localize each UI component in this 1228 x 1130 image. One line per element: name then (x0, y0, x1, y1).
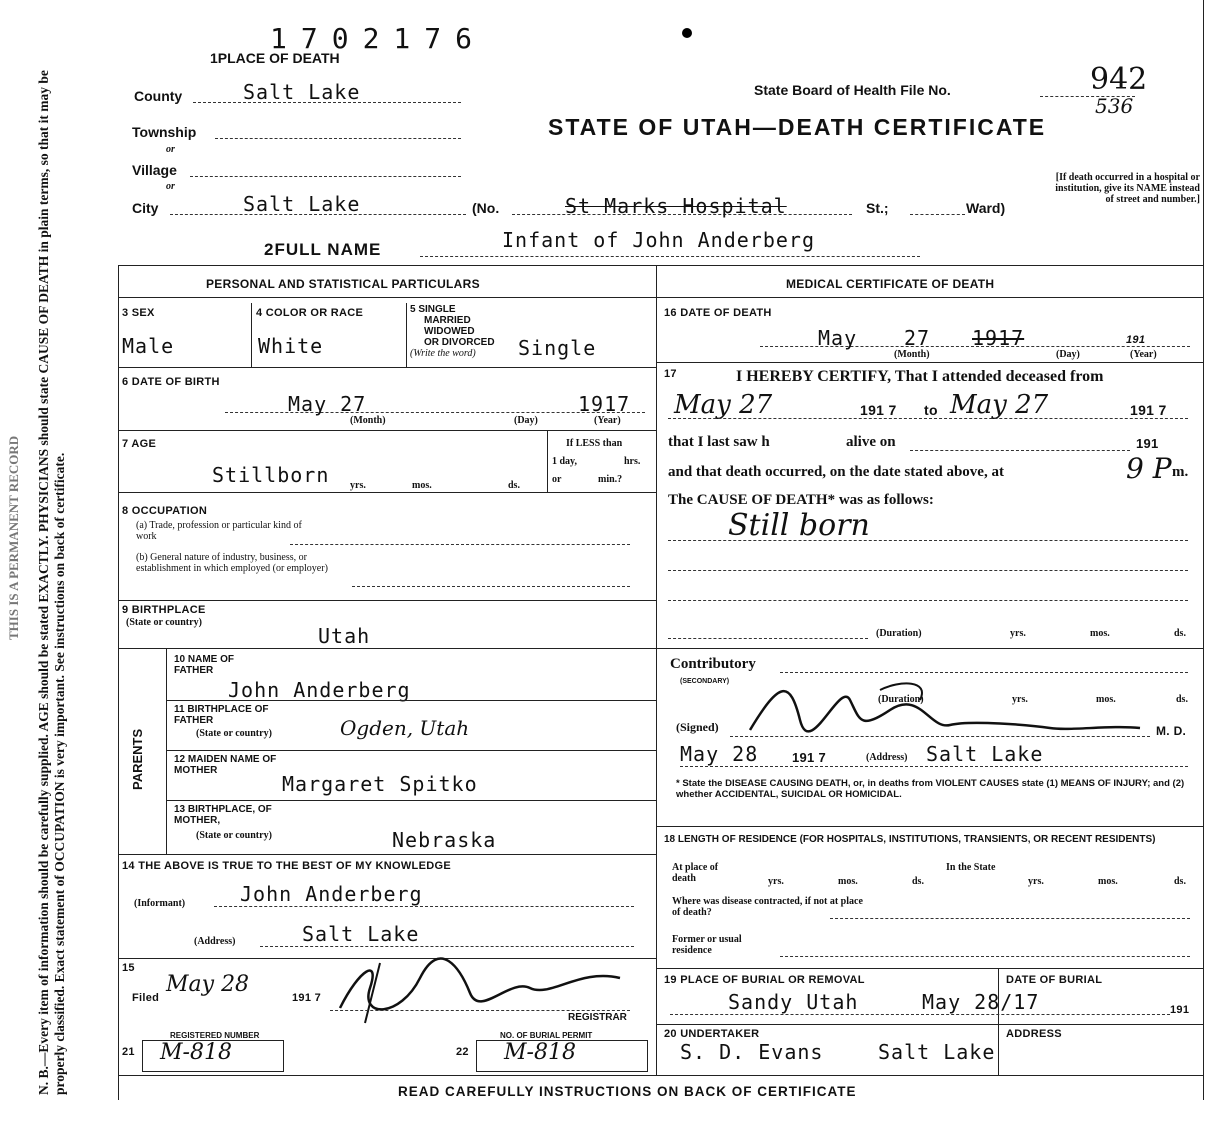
knowledge-label: 14 THE ABOVE IS TRUE TO THE BEST OF MY KNOWLEDGE (122, 860, 451, 872)
column-divider (656, 265, 657, 1075)
street-value: St Marks Hospital (565, 194, 787, 218)
form-right-border (1203, 0, 1204, 1100)
dob-label: 6 DATE OF BIRTH (122, 376, 220, 388)
cause-label: The CAUSE OF DEATH* was as follows: (668, 492, 934, 508)
residence-label: 18 LENGTH OF RESIDENCE (FOR HOSPITALS, INSTITUTIONS, TRANSIENTS, OR RECENT RESIDENTS) (664, 834, 1156, 845)
undertaker-address: Salt Lake (878, 1040, 996, 1064)
county-value: Salt Lake (243, 80, 361, 104)
physician-signature (730, 670, 1160, 740)
permanent-record-stamp: THIS IS A PERMANENT RECORD (6, 435, 21, 640)
physician-address: Salt Lake (926, 742, 1044, 766)
footnote: * State the DISEASE CAUSING DEATH, or, in deaths from VIOLENT CAUSES state (1) MEANS OF INJURY; and (2) whether ACCIDENTAL, SUICIDAL OR HOMICIDAL. (676, 778, 1185, 800)
age-value: Stillborn (212, 463, 330, 487)
full-name-label: 2FULL NAME (264, 240, 382, 259)
dod-year: 1917 (972, 326, 1025, 350)
age-label: 7 AGE (122, 438, 157, 450)
death-occurred-text: and that death occurred, on the date stated above, at (668, 464, 1004, 480)
township-label: Township (132, 124, 197, 140)
dod-label: 16 DATE OF DEATH (664, 307, 772, 319)
birthplace-label: 9 BIRTHPLACE (122, 604, 206, 616)
burial-date: May 28/17 (922, 990, 1040, 1014)
certificate-title: STATE OF UTAH—DEATH CERTIFICATE (548, 114, 1047, 140)
dob-year: 1917 (578, 392, 631, 416)
full-name-value: Infant of John Anderberg (502, 228, 815, 252)
cause-of-death: Still born (728, 508, 870, 543)
hospital-note: [If death occurred in a hospital or institution, give its NAME instead of street and number.] (1055, 172, 1200, 205)
attended-from: May 27 (674, 390, 773, 420)
city-value: Salt Lake (243, 192, 361, 216)
undertaker-address-label: ADDRESS (1006, 1028, 1062, 1040)
marital-labels: 5 SINGLE MARRIED WIDOWED OR DIVORCED (Write the word) (410, 304, 495, 359)
medical-section-title: MEDICAL CERTIFICATE OF DEATH (786, 277, 995, 291)
sex-label: 3 SEX (122, 307, 155, 319)
form-bottom-rule (118, 1075, 1203, 1076)
occupation-b: (b) General nature of industry, business, or establishment in which employed (or employer) (136, 552, 328, 574)
burial-label: 19 PLACE OF BURIAL OR REMOVAL (664, 974, 865, 986)
filed-label: Filed (132, 992, 160, 1004)
birthplace-value: Utah (318, 624, 371, 648)
mother-label: 12 MAIDEN NAME OF MOTHER (174, 754, 277, 776)
burial-permit-number: M-818 (504, 1040, 576, 1065)
mother-birthplace-value: Nebraska (392, 828, 497, 852)
marital-value: Single (518, 336, 597, 360)
father-value: John Anderberg (228, 678, 411, 702)
certify-text: I HEREBY CERTIFY, That I attended deceased from (736, 368, 1104, 385)
father-label: 10 NAME OF FATHER (174, 654, 235, 676)
occupation-a: (a) Trade, profession or particular kind of work (136, 520, 302, 542)
dob-month-day: May 27 (288, 392, 367, 416)
informant-value: John Anderberg (240, 882, 423, 906)
burial-date-label: DATE OF BURIAL (1006, 974, 1103, 986)
burial-place: Sandy Utah (728, 990, 859, 1014)
stamp-number: 1702176 (270, 22, 487, 55)
personal-section-title: PERSONAL AND STATISTICAL PARTICULARS (206, 277, 480, 291)
file-number-2: 536 (1095, 94, 1134, 118)
place-of-death-label: 1PLACE OF DEATH (210, 50, 340, 66)
attended-to: May 27 (950, 390, 1049, 420)
color-value: White (258, 334, 324, 358)
undertaker-label: 20 UNDERTAKER (664, 1028, 760, 1040)
time-of-death: 9 P (1126, 452, 1172, 485)
margin-instructions: N. B.—Every item of information should be carefully supplied. AGE should be stated EXACTLY. PHYSICIANS should state CAUSE OF DEATH in plain terms, so that it may be properly classified. Exact statement of OCCUPATION is very important. See instructions on back of certificate. (36, 70, 67, 1095)
county-label: County (134, 88, 183, 104)
form-left-border (118, 265, 119, 1100)
parents-label: PARENTS (130, 728, 145, 790)
mother-birthplace-label: 13 BIRTHPLACE, OF MOTHER, (174, 804, 272, 826)
state-board-label: State Board of Health File No. (754, 82, 951, 98)
dod-day: 27 (904, 326, 931, 350)
city-label: City (132, 200, 159, 216)
dod-month: May (818, 326, 858, 350)
footer-instructions: READ CAREFULLY INSTRUCTIONS ON BACK OF CERTIFICATE (398, 1084, 857, 1099)
mother-value: Margaret Spitko (282, 772, 478, 796)
contributory-label: Contributory (670, 656, 756, 672)
father-birthplace-label: 11 BIRTHPLACE OF FATHER (174, 704, 269, 726)
village-label: Village (132, 162, 177, 178)
father-birthplace-value: Ogden, Utah (340, 716, 470, 740)
color-label: 4 COLOR OR RACE (256, 307, 364, 319)
sex-value: Male (122, 334, 175, 358)
occupation-label: 8 OCCUPATION (122, 505, 208, 517)
form-top-rule (118, 265, 1203, 266)
punch-dot (682, 28, 692, 38)
filed-value: May 28 (166, 972, 250, 997)
informant-address: Salt Lake (302, 922, 420, 946)
undertaker-value: S. D. Evans (680, 1040, 824, 1064)
registered-number: M-818 (160, 1040, 232, 1065)
registrar-label: REGISTRAR (568, 1012, 627, 1023)
signed-date: May 28 (680, 742, 759, 766)
file-number: 942 (1090, 62, 1148, 97)
